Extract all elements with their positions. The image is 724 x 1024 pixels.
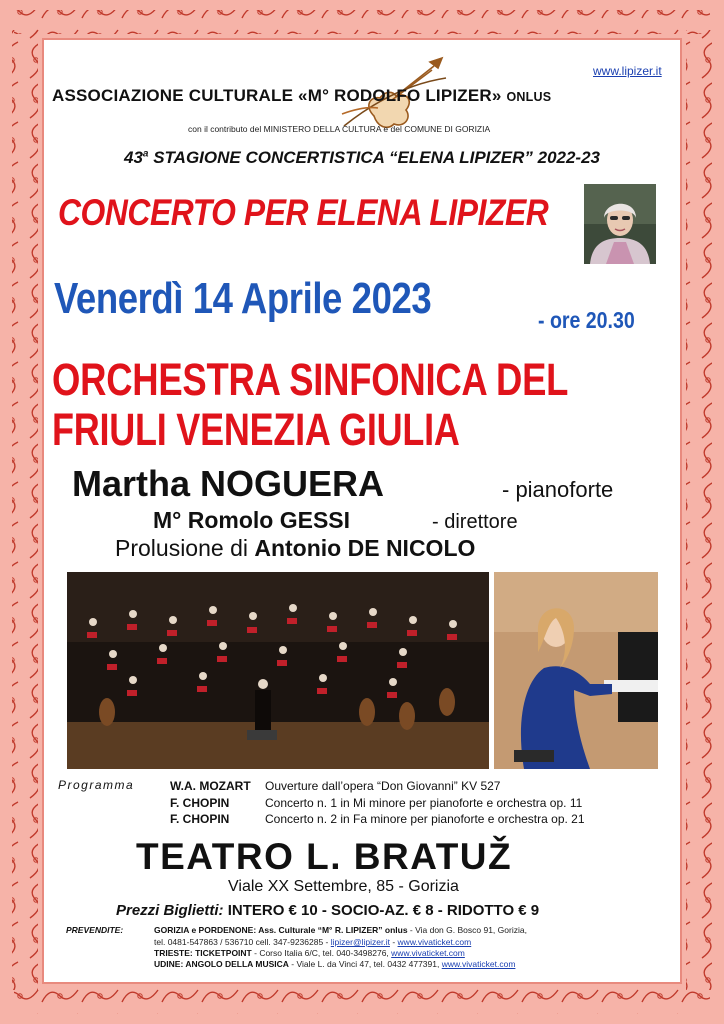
presales-line [154,937,471,947]
ticket-prices-list: INTERO € 10 - SOCIO-AZ. € 8 - RIDOTTO € 9 [227,902,540,919]
director-role: - direttore [432,511,518,533]
concert-time: - ore 20.30 [538,307,635,333]
programme-work: Ouverture dall’opera “Don Giovanni” KV 527 [265,779,501,793]
presales-gorizia-address: - Via don G. Bosco 91, Gorizia, [409,925,527,935]
presales-vivaticket-link[interactable]: www.vivaticket.com [441,959,516,969]
venue-name: TEATRO L. BRATUŽ [136,836,513,877]
presales-udine-title: UDINE: ANGOLO DELLA MUSICA [154,959,289,969]
association-suffix: ONLUS [506,90,552,104]
presales-vivaticket-link[interactable]: www.vivaticket.com [397,937,472,947]
programme-composer: W.A. MOZART [170,779,251,793]
association-name [52,86,551,106]
presales-trieste-title: TRIESTE: TICKETPOINT [154,948,252,958]
season-text: STAGIONE CONCERTISTICA “ELENA LIPIZER” 2022-23 [153,148,601,167]
pianist-at-piano-photo [494,572,658,769]
season-title [60,148,664,168]
ticket-prices-label: Prezzi Biglietti: [116,902,224,919]
association-title: ASSOCIAZIONE CULTURALE «M° RODOLFO LIPIZER» [52,86,502,105]
prolusione-prefix: Prolusione di [115,535,248,561]
prolusione-line [115,535,475,562]
presales-separator: - [392,937,396,947]
venue-address: Viale XX Settembre, 85 - Gorizia [228,878,459,895]
season-number: 43 [123,148,143,167]
orchestra-on-stage-photo [67,572,489,769]
presales-udine-address: - Viale L. da Vinci 47, tel. 0432 477391, [291,959,440,969]
soloist-role: - pianoforte [502,477,614,502]
presales-line [154,948,465,958]
ticket-prices [116,902,539,919]
presales-gorizia-title: GORIZIA e PORDENONE: Ass. Culturale “M° R. LIPIZER” onlus [154,925,408,935]
presales-line [154,959,515,969]
presales-gorizia-phone: tel. 0481-547863 / 536710 cell. 347-9236285 - [154,937,329,947]
presales-vivaticket-link[interactable]: www.vivaticket.com [391,948,465,958]
programme-composer: F. CHOPIN [170,812,230,826]
website-link[interactable]: www.lipizer.it [593,64,662,78]
director-name: M° Romolo GESSI [153,507,351,533]
season-superscript: a [142,148,149,160]
orchestra-name-line2: FRIULI VENEZIA GIULIA [52,404,460,455]
prolusione-name: Antonio DE NICOLO [254,535,476,561]
programme-composer: F. CHOPIN [170,796,230,810]
presales-line [154,925,527,935]
elena-lipizer-portrait [584,184,656,264]
contribution-note: con il contributo del MINISTERO DELLA CULTURA e del COMUNE DI GORIZIA [188,124,491,134]
presales-label: PREVENDITE: [66,925,124,935]
soloist-name: Martha NOGUERA [72,463,385,504]
programme-work: Concerto n. 1 in Mi minore per pianoforte e orchestra op. 11 [265,796,583,810]
concert-title: CONCERTO PER ELENA LIPIZER [58,192,549,233]
orchestra-name-line1: ORCHESTRA SINFONICA DEL [52,354,569,405]
programme-work: Concerto n. 2 in Fa minore per pianoforte e orchestra op. 21 [265,812,585,826]
concert-date: Venerdì 14 Aprile 2023 [54,274,432,323]
presales-email-link[interactable]: lipizer@lipizer.it [330,937,390,947]
programme-label: Programma [58,778,135,792]
presales-trieste-address: - Corso Italia 6/C, tel. 040-3498276, [254,948,389,958]
